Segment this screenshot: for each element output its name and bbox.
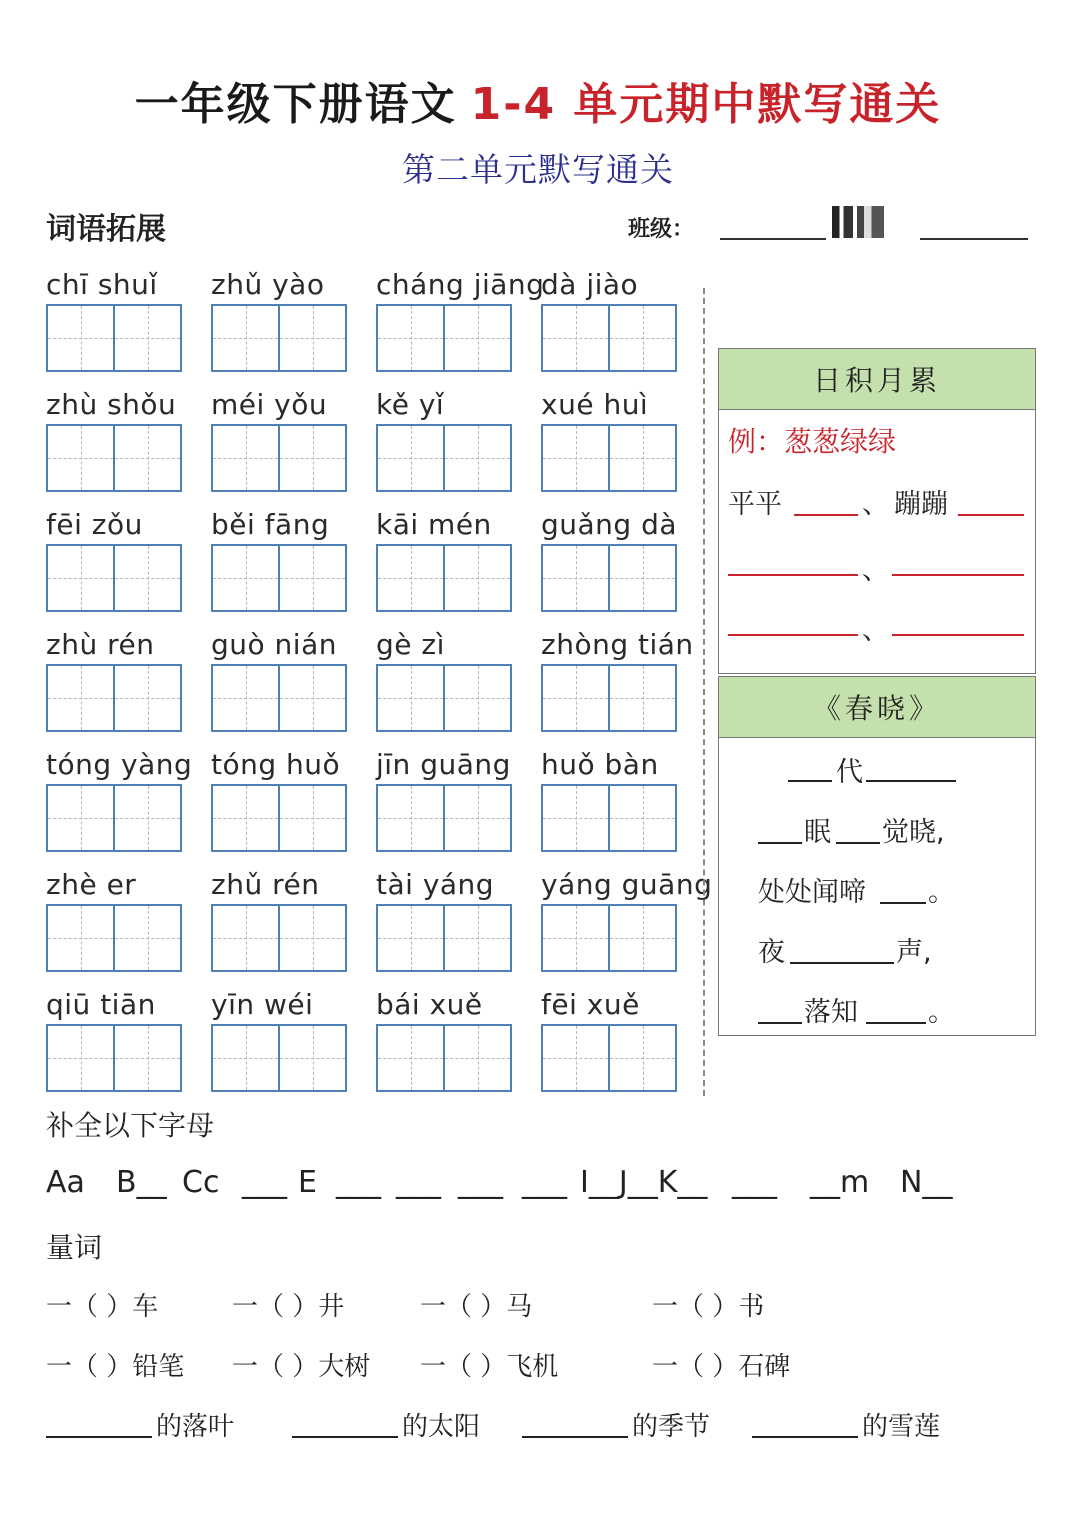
writing-box-pair[interactable] (46, 664, 182, 732)
writing-box-pair[interactable] (541, 1024, 677, 1092)
phrase-suffix: 的雪莲 (862, 1412, 941, 1442)
writing-cell[interactable] (278, 786, 345, 850)
letter-item: Aa (46, 1165, 85, 1200)
pinyin-label: zhù shǒu (46, 388, 177, 421)
writing-cell[interactable] (543, 306, 608, 370)
writing-cell[interactable] (443, 546, 510, 610)
poem-line4-a: 夜 (758, 937, 785, 968)
writing-box-pair[interactable] (46, 784, 182, 852)
pinyin-label: zhè er (46, 868, 137, 901)
poem-line5-b: 。 (928, 997, 955, 1028)
measure-item[interactable]: 一（ ）大树 (232, 1352, 371, 1382)
writing-cell[interactable] (48, 906, 113, 970)
class-blank[interactable] (720, 238, 826, 240)
writing-cell[interactable] (543, 666, 608, 730)
writing-cell[interactable] (113, 426, 180, 490)
writing-box-pair[interactable] (376, 424, 512, 492)
writing-cell[interactable] (443, 906, 510, 970)
writing-box-pair[interactable] (541, 904, 677, 972)
writing-cell[interactable] (543, 786, 608, 850)
writing-cell[interactable] (213, 306, 278, 370)
writing-cell[interactable] (378, 1026, 443, 1090)
writing-box-pair[interactable] (541, 304, 677, 372)
pinyin-label: bái xuě (376, 988, 483, 1021)
pinyin-label: tóng yàng (46, 748, 193, 781)
pinyin-label: dà jiào (541, 268, 639, 301)
poem-blank-dynasty[interactable] (788, 780, 832, 782)
adjective-blank[interactable] (46, 1436, 152, 1438)
measure-item[interactable]: 一（ ）石碑 (652, 1352, 791, 1382)
writing-box-pair[interactable] (211, 664, 347, 732)
pinyin-label: fēi zǒu (46, 508, 143, 541)
writing-cell[interactable] (213, 546, 278, 610)
letter-item[interactable]: ___ (336, 1165, 381, 1200)
pinyin-label: fēi xuě (541, 988, 640, 1021)
blank-row2-b[interactable] (892, 574, 1024, 576)
dashed-divider (703, 288, 705, 1096)
letter-item[interactable]: N__ (900, 1165, 953, 1200)
writing-cell[interactable] (113, 1026, 180, 1090)
pinyin-label: guǎng dà (541, 508, 678, 541)
letter-item[interactable]: ___ (732, 1165, 777, 1200)
pinyin-label: kě yǐ (376, 388, 445, 421)
writing-cell[interactable] (113, 306, 180, 370)
writing-cell[interactable] (443, 786, 510, 850)
poem-line2-b: 觉晓, (882, 817, 945, 848)
page-subtitle: 第二单元默写通关 (402, 150, 674, 189)
pinyin-label: cháng jiāng (376, 268, 545, 301)
writing-cell[interactable] (608, 306, 675, 370)
writing-box-pair[interactable] (211, 544, 347, 612)
pinyin-label: běi fāng (211, 508, 330, 541)
phrase-suffix: 的季节 (632, 1412, 711, 1442)
writing-cell[interactable] (213, 1026, 278, 1090)
pinyin-label: chī shuǐ (46, 268, 158, 301)
writing-cell[interactable] (278, 906, 345, 970)
poem-line4-b: 声, (896, 937, 932, 968)
class-label: 班级： (628, 216, 695, 242)
writing-cell[interactable] (378, 666, 443, 730)
pinyin-label: zhòng tián (541, 628, 694, 661)
writing-cell[interactable] (378, 786, 443, 850)
pinyin-label: yáng guāng (541, 868, 713, 901)
writing-box-pair[interactable] (211, 784, 347, 852)
writing-box-pair[interactable] (376, 544, 512, 612)
pinyin-label: yīn wéi (211, 988, 314, 1021)
pinyin-label: gè zì (376, 628, 445, 661)
writing-box-pair[interactable] (376, 784, 512, 852)
writing-cell[interactable] (278, 1026, 345, 1090)
writing-box-pair[interactable] (541, 424, 677, 492)
phrase-suffix: 的太阳 (402, 1412, 481, 1442)
writing-cell[interactable] (113, 666, 180, 730)
letter-item[interactable]: ___ (522, 1165, 567, 1200)
letter-item[interactable]: B__ (116, 1165, 167, 1200)
title-part-2: 1-4 单元期中默写通关 (470, 79, 942, 130)
separator-row2: 、 (862, 555, 889, 586)
letters-section-label: 补全以下字母 (46, 1109, 215, 1142)
writing-cell[interactable] (48, 666, 113, 730)
adjective-blank[interactable] (522, 1436, 628, 1438)
writing-cell[interactable] (608, 666, 675, 730)
writing-cell[interactable] (278, 546, 345, 610)
measure-item[interactable]: 一（ ）铅笔 (46, 1352, 185, 1382)
writing-cell[interactable] (443, 306, 510, 370)
separator-row3: 、 (862, 615, 889, 646)
writing-box-pair[interactable] (376, 304, 512, 372)
writing-box-pair[interactable] (376, 904, 512, 972)
separator: 、 (862, 489, 889, 520)
pinyin-label: tóng huǒ (211, 748, 341, 781)
pinyin-label: kāi mén (376, 508, 492, 541)
pinyin-label: tài yáng (376, 868, 495, 901)
letter-item[interactable]: __m (810, 1165, 870, 1200)
writing-cell[interactable] (378, 546, 443, 610)
blank-row2-a[interactable] (728, 574, 858, 576)
letter-item[interactable]: ___ (458, 1165, 503, 1200)
writing-cell[interactable] (608, 906, 675, 970)
blank-row3-a[interactable] (728, 634, 858, 636)
writing-cell[interactable] (48, 1026, 113, 1090)
writing-cell[interactable] (608, 546, 675, 610)
letter-item[interactable]: I__J__K__ (580, 1165, 708, 1200)
pinyin-label: xué huì (541, 388, 649, 421)
poem-header: 《春晓》 (719, 677, 1035, 738)
writing-box-pair[interactable] (376, 1024, 512, 1092)
writing-cell[interactable] (443, 666, 510, 730)
name-blank[interactable] (920, 238, 1028, 240)
writing-box-pair[interactable] (46, 1024, 182, 1092)
poem-line3-a: 处处闻啼 (758, 877, 866, 908)
poem-blank-l2a[interactable] (758, 842, 802, 844)
writing-cell[interactable] (378, 906, 443, 970)
writing-box-pair[interactable] (541, 664, 677, 732)
words-section-label: 词语拓展 (46, 212, 166, 247)
writing-box-pair[interactable] (46, 904, 182, 972)
measure-section-label: 量词 (46, 1231, 103, 1264)
writing-cell[interactable] (443, 426, 510, 490)
writing-cell[interactable] (278, 306, 345, 370)
writing-box-pair[interactable] (211, 424, 347, 492)
letter-item[interactable]: ___ (242, 1165, 287, 1200)
writing-cell[interactable] (543, 426, 608, 490)
adjective-blank[interactable] (292, 1436, 398, 1438)
writing-box-pair[interactable] (211, 904, 347, 972)
writing-box-pair[interactable] (211, 304, 347, 372)
page-title (0, 68, 1076, 132)
pinyin-label: méi yǒu (211, 388, 328, 421)
measure-item[interactable]: 一（ ）井 (232, 1292, 345, 1322)
poem-blank-author[interactable] (866, 780, 956, 782)
poem-blank-l5b[interactable] (866, 1022, 926, 1024)
pinyin-label: zhǔ yào (211, 268, 325, 301)
beng-beng-label: 蹦蹦 (894, 489, 948, 520)
writing-cell[interactable] (48, 546, 113, 610)
writing-cell[interactable] (213, 666, 278, 730)
writing-cell[interactable] (113, 546, 180, 610)
phrase-suffix: 的落叶 (156, 1412, 235, 1442)
writing-box-pair[interactable] (541, 544, 677, 612)
measure-item[interactable]: 一（ ）车 (46, 1292, 159, 1322)
writing-cell[interactable] (48, 426, 113, 490)
pinyin-label: zhǔ rén (211, 868, 320, 901)
writing-cell[interactable] (48, 306, 113, 370)
writing-cell[interactable] (213, 426, 278, 490)
pinyin-label: zhù rén (46, 628, 155, 661)
writing-cell[interactable] (113, 906, 180, 970)
pinyin-label: jīn guāng (376, 748, 511, 781)
writing-cell[interactable] (543, 546, 608, 610)
adjective-blank[interactable] (752, 1436, 858, 1438)
writing-cell[interactable] (608, 786, 675, 850)
writing-cell[interactable] (213, 786, 278, 850)
writing-cell[interactable] (443, 1026, 510, 1090)
poem-blank-l3[interactable] (880, 902, 926, 904)
poem-blank-l2b[interactable] (836, 842, 880, 844)
letter-item: Cc (182, 1165, 220, 1200)
measure-item[interactable]: 一（ ）马 (420, 1292, 533, 1322)
writing-box-pair[interactable] (376, 664, 512, 732)
writing-cell[interactable] (113, 786, 180, 850)
pinyin-label: huǒ bàn (541, 748, 659, 781)
writing-box-pair[interactable] (46, 304, 182, 372)
redacted-mark (832, 206, 884, 238)
letter-item: E (298, 1165, 317, 1200)
example-text: 例：葱葱绿绿 (728, 425, 897, 458)
pinyin-label: qiū tiān (46, 988, 156, 1021)
writing-box-pair[interactable] (46, 424, 182, 492)
writing-cell[interactable] (543, 906, 608, 970)
ping-ping-blank[interactable] (794, 514, 858, 516)
writing-cell[interactable] (378, 306, 443, 370)
writing-cell[interactable] (278, 666, 345, 730)
poem-line5-a: 落知 (804, 997, 858, 1028)
poem-blank-l5a[interactable] (758, 1022, 802, 1024)
writing-cell[interactable] (608, 426, 675, 490)
writing-cell[interactable] (48, 786, 113, 850)
writing-cell[interactable] (278, 426, 345, 490)
poem-blank-l4[interactable] (790, 962, 894, 964)
pinyin-label: guò nián (211, 628, 337, 661)
writing-cell[interactable] (213, 906, 278, 970)
writing-box-pair[interactable] (541, 784, 677, 852)
writing-cell[interactable] (378, 426, 443, 490)
writing-box-pair[interactable] (211, 1024, 347, 1092)
poem-line3-b: 。 (928, 877, 955, 908)
measure-item[interactable]: 一（ ）飞机 (420, 1352, 559, 1382)
writing-cell[interactable] (608, 1026, 675, 1090)
poem-line2-a: 眠 (804, 817, 831, 848)
daily-accumulation-header: 日积月累 (719, 349, 1035, 410)
writing-cell[interactable] (543, 1026, 608, 1090)
title-part-1: 一年级下册语文 (134, 79, 457, 130)
ping-ping-label: 平平 (728, 489, 782, 520)
beng-beng-blank[interactable] (958, 514, 1024, 516)
poem-dynasty-char: 代 (836, 757, 863, 788)
blank-row3-b[interactable] (892, 634, 1024, 636)
letter-item[interactable]: ___ (396, 1165, 441, 1200)
writing-box-pair[interactable] (46, 544, 182, 612)
measure-item[interactable]: 一（ ）书 (652, 1292, 765, 1322)
poem-panel (718, 676, 1036, 1036)
